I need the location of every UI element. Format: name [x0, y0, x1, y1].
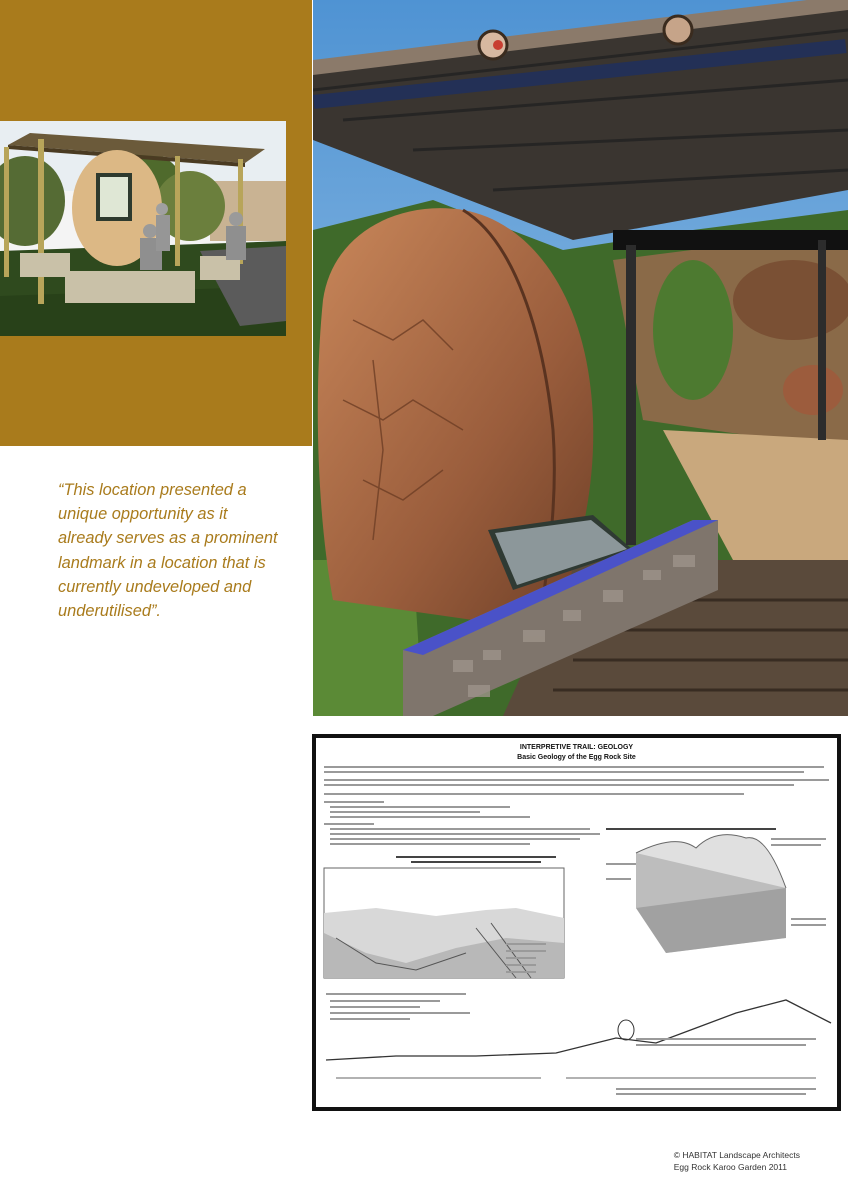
geology-signage-board: [312, 734, 841, 1111]
signage-illustration: [316, 738, 837, 1107]
credit-block: [674, 1149, 800, 1173]
quote-line: unique opportunity as it: [58, 505, 228, 524]
copyright-line: © HABITAT Landscape Architects: [673, 1150, 800, 1160]
quote-line: “This location presented a: [58, 481, 247, 499]
quote-line: currently undeveloped and: [58, 577, 252, 596]
quote-line: already serves as a prominent: [58, 529, 278, 548]
egg-rock-photo: [313, 0, 848, 716]
pull-quote: [58, 478, 298, 623]
signage-title: INTERPRETIVE TRAIL: GEOLOGY: [519, 744, 634, 751]
quote-line: landmark in a location that is: [58, 553, 266, 572]
project-line: Egg Rock Karoo Garden 2011: [673, 1162, 787, 1172]
shelter-render-image: [0, 121, 286, 336]
signage-subtitle: Basic Geology of the Egg Rock Site: [517, 754, 636, 761]
signage-panel: [316, 738, 837, 1107]
quote-line: underutilised”.: [58, 602, 161, 621]
